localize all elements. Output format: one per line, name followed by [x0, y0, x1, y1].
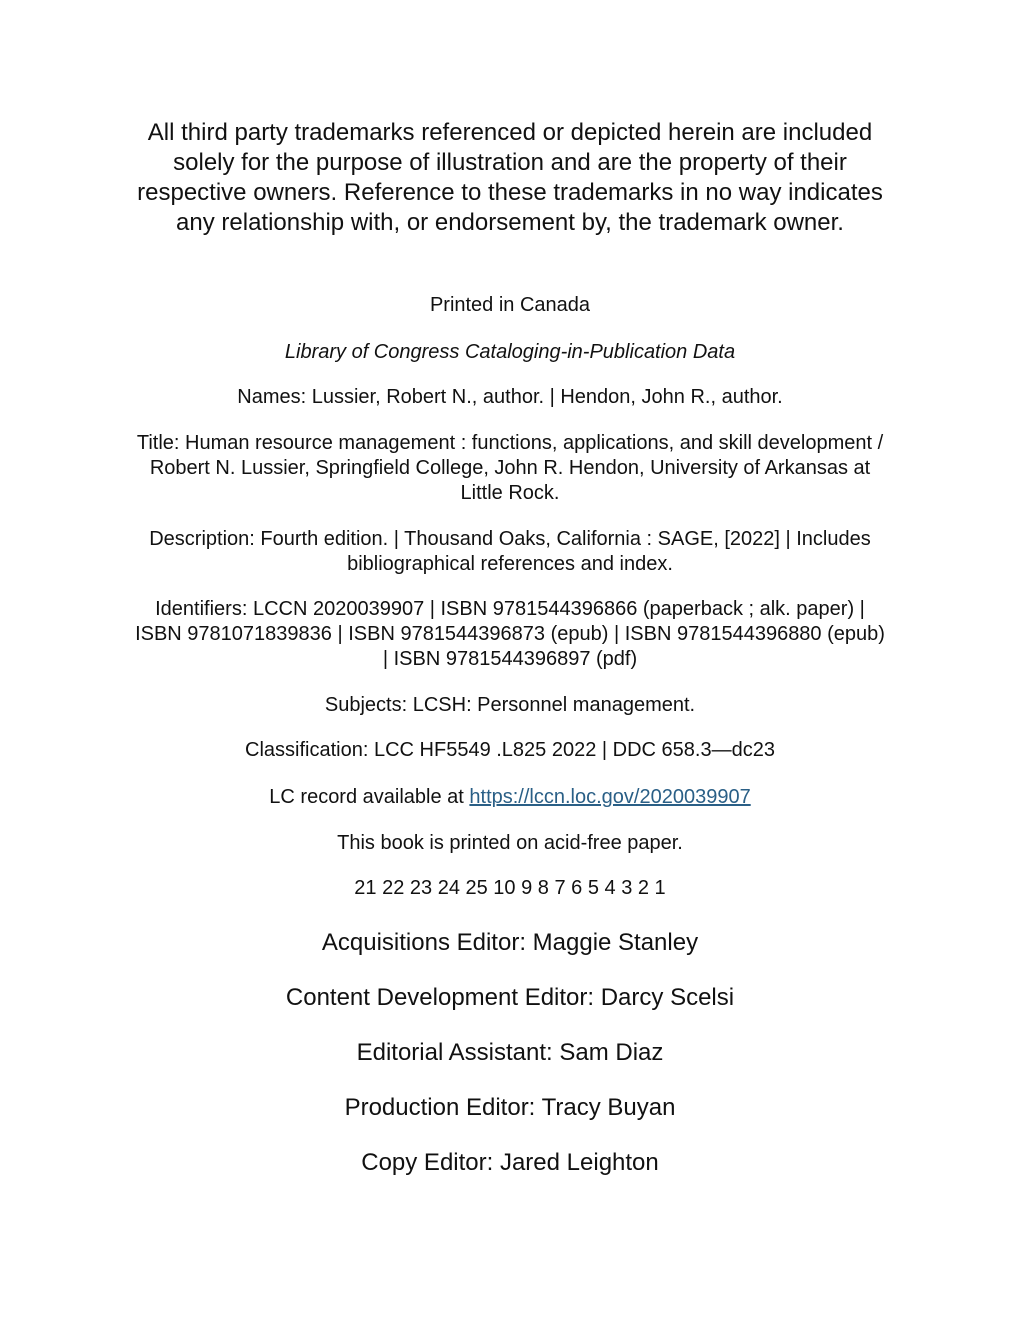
printed-in: Printed in Canada	[429, 294, 591, 316]
lc-record-line	[130, 785, 890, 810]
acid-free-note: This book is printed on acid-free paper.	[337, 832, 683, 854]
trademark-notice: All third party trademarks referenced or depicted herein are included solely for the purpose of illustration and are the property of their respective owners. Reference to these trademarks in no way indicates any relationship with, or endorsement by, the trademark owner.	[137, 119, 883, 236]
cip-title: Title: Human resource management : functions, applications, and skill development / Robert N. Lussier, Springfield College, John R. Hendon, University of Arkansas at Little Rock.	[136, 432, 884, 504]
credit-copy-editor: Copy Editor: Jared Leighton	[361, 1149, 659, 1176]
cip-subjects: Subjects: LCSH: Personnel management.	[324, 694, 696, 716]
lc-record-link[interactable]: https://lccn.loc.gov/2020039907	[469, 786, 751, 808]
print-line: 21 22 23 24 25 10 9 8 7 6 5 4 3 2 1	[354, 877, 666, 899]
credit-acquisitions-editor: Acquisitions Editor: Maggie Stanley	[321, 929, 699, 956]
cip-identifiers: Identifiers: LCCN 2020039907 | ISBN 9781544396866 (paperback ; alk. paper) | ISBN 9781071839836 | ISBN 9781544396873 (epub) | ISBN 9781544396880 (epub) | ISBN 9781544396897 (pdf)	[135, 598, 885, 670]
credit-editorial-assistant: Editorial Assistant: Sam Diaz	[356, 1039, 664, 1066]
cip-names: Names: Lussier, Robert N., author. | Hendon, John R., author.	[237, 386, 783, 408]
lc-record-prefix: LC record available at	[269, 786, 470, 808]
cip-description: Description: Fourth edition. | Thousand Oaks, California : SAGE, [2022] | Includes bibliographical references and index.	[149, 528, 871, 575]
cip-classification: Classification: LCC HF5549 .L825 2022 | DDC 658.3—dc23	[245, 739, 775, 761]
credit-content-development-editor: Content Development Editor: Darcy Scelsi	[285, 984, 735, 1011]
credit-production-editor: Production Editor: Tracy Buyan	[344, 1094, 676, 1121]
cip-heading: Library of Congress Cataloging-in-Publication Data	[284, 341, 736, 363]
